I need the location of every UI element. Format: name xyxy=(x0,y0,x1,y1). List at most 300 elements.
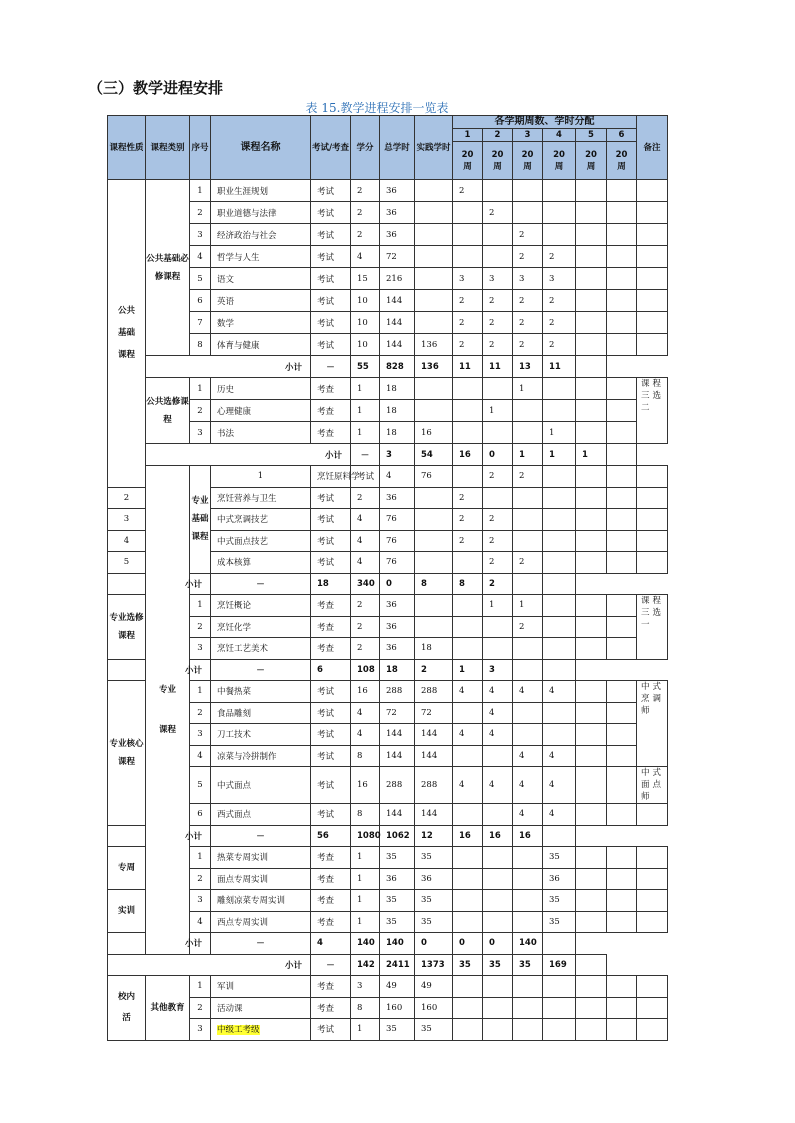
remark-chinese-pastry: 中式面点师 xyxy=(637,767,668,804)
row-value: 考试 xyxy=(311,180,351,202)
subtotal-label: 小计 xyxy=(108,954,311,976)
row-value: 考查 xyxy=(311,616,351,638)
row-value xyxy=(415,246,453,268)
row-value xyxy=(513,868,543,890)
row-value: 1 xyxy=(351,868,380,890)
row-value: 考试 xyxy=(311,767,351,804)
row-value xyxy=(513,180,543,202)
row-value xyxy=(607,911,637,933)
row-value: 考试 xyxy=(311,312,351,334)
row-value: 2 xyxy=(351,224,380,246)
table-row xyxy=(108,444,668,466)
row-value: 考试 xyxy=(311,246,351,268)
row-remark xyxy=(637,334,668,356)
table-row xyxy=(108,290,668,312)
row-value xyxy=(576,180,607,202)
row-value xyxy=(453,595,483,617)
row-remark xyxy=(637,1019,668,1041)
row-value xyxy=(576,552,607,574)
row-value: 3 xyxy=(351,976,380,998)
row-value xyxy=(453,890,483,912)
row-value: 考试 xyxy=(311,702,351,724)
row-value: 考查 xyxy=(311,997,351,1019)
row-value: 36 xyxy=(380,616,415,638)
row-value: 136 xyxy=(415,334,453,356)
row-value: 144 xyxy=(415,745,453,767)
row-value: 76 xyxy=(415,466,453,488)
subtotal-value: － xyxy=(211,659,311,681)
row-value xyxy=(513,724,543,746)
row-course-name: 体育与健康 xyxy=(211,334,311,356)
row-value: 36 xyxy=(380,595,415,617)
row-value xyxy=(576,804,607,826)
row-value: 18 xyxy=(380,400,415,422)
row-seq: 1 xyxy=(190,180,211,202)
row-value xyxy=(607,552,637,574)
row-value: 36 xyxy=(380,638,415,660)
row-value xyxy=(513,976,543,998)
row-course-name: 历史 xyxy=(211,378,311,400)
row-value: 144 xyxy=(380,290,415,312)
row-course-name: 哲学与人生 xyxy=(211,246,311,268)
row-value xyxy=(513,487,543,509)
row-value xyxy=(483,745,513,767)
row-value: 36 xyxy=(380,487,415,509)
row-value xyxy=(576,616,607,638)
row-course-name: 雕刻凉菜专周实训 xyxy=(211,890,311,912)
table-row xyxy=(108,573,668,595)
row-value xyxy=(483,911,513,933)
row-course-name: 活动课 xyxy=(211,997,311,1019)
row-value xyxy=(415,595,453,617)
row-value: 35 xyxy=(380,890,415,912)
row-value: 4 xyxy=(351,724,380,746)
row-value xyxy=(607,312,637,334)
subtotal-value: 1 xyxy=(576,444,607,466)
row-value xyxy=(513,509,543,531)
table-row xyxy=(108,997,668,1019)
row-value: 76 xyxy=(380,552,415,574)
row-value: 3 xyxy=(453,268,483,290)
row-value xyxy=(483,180,513,202)
subtotal-value: 108 xyxy=(351,659,380,681)
subtotal-value: 1 xyxy=(453,659,483,681)
row-value xyxy=(576,976,607,998)
row-value: 2 xyxy=(483,202,513,224)
subtotal-value xyxy=(513,659,543,681)
subtotal-value: 136 xyxy=(415,356,453,378)
row-value xyxy=(607,868,637,890)
row-seq: 4 xyxy=(108,530,146,552)
row-value xyxy=(483,847,513,869)
row-value: 4 xyxy=(351,702,380,724)
subtotal-label: 小计 xyxy=(146,444,351,466)
row-value xyxy=(576,422,607,444)
row-value xyxy=(543,976,576,998)
row-value: 36 xyxy=(380,224,415,246)
subtotal-value: 140 xyxy=(513,933,543,955)
row-course-name: 英语 xyxy=(211,290,311,312)
row-value: 144 xyxy=(380,334,415,356)
row-value: 8 xyxy=(351,997,380,1019)
row-value xyxy=(576,847,607,869)
header-semester-5: 5 xyxy=(576,129,607,142)
row-value xyxy=(576,509,607,531)
weeks-number: 20 xyxy=(553,149,565,160)
table-row xyxy=(108,595,668,617)
row-value: 3 xyxy=(483,268,513,290)
table-row xyxy=(108,847,668,869)
header-weeks xyxy=(483,142,513,180)
row-seq: 2 xyxy=(190,997,211,1019)
row-value xyxy=(453,552,483,574)
row-value: 160 xyxy=(380,997,415,1019)
header-semester-2: 2 xyxy=(483,129,513,142)
row-value xyxy=(576,745,607,767)
row-value: 4 xyxy=(513,681,543,703)
weeks-unit: 周 xyxy=(617,161,626,172)
row-value xyxy=(607,702,637,724)
row-value xyxy=(543,487,576,509)
row-value: 4 xyxy=(543,767,576,804)
subtotal-value: 2 xyxy=(415,659,453,681)
row-value: 2 xyxy=(351,638,380,660)
header-name: 课程名称 xyxy=(211,116,311,180)
table-row xyxy=(108,422,668,444)
row-value: 35 xyxy=(415,890,453,912)
header-semester-4: 4 xyxy=(543,129,576,142)
row-seq: 2 xyxy=(190,616,211,638)
row-value xyxy=(576,268,607,290)
row-value xyxy=(453,976,483,998)
row-value xyxy=(483,616,513,638)
row-value: 144 xyxy=(380,724,415,746)
row-seq: 1 xyxy=(190,847,211,869)
row-value xyxy=(607,595,637,617)
row-value: 2 xyxy=(351,202,380,224)
row-value: 144 xyxy=(380,745,415,767)
table-row xyxy=(108,745,668,767)
row-value xyxy=(453,638,483,660)
group-prof-basic: 专业基础课程 xyxy=(190,466,211,574)
remark-choose-one: 课程三选一 xyxy=(637,595,668,660)
row-value xyxy=(453,702,483,724)
row-remark xyxy=(637,509,668,531)
row-value xyxy=(637,466,668,488)
subtotal-value: 8 xyxy=(415,573,453,595)
subtotal-value: 4 xyxy=(311,933,351,955)
row-value: 72 xyxy=(380,246,415,268)
row-seq: 7 xyxy=(190,312,211,334)
row-value xyxy=(576,767,607,804)
header-category: 课程类别 xyxy=(146,116,190,180)
table-row xyxy=(108,638,668,660)
row-seq: 4 xyxy=(190,246,211,268)
row-value: 72 xyxy=(380,702,415,724)
row-value xyxy=(607,530,637,552)
row-value xyxy=(607,804,637,826)
row-value xyxy=(543,616,576,638)
table-row xyxy=(108,202,668,224)
table-row xyxy=(108,312,668,334)
row-value: 76 xyxy=(380,530,415,552)
table-row xyxy=(108,724,668,746)
row-value xyxy=(576,487,607,509)
row-remark xyxy=(637,976,668,998)
row-remark xyxy=(543,573,576,595)
row-value xyxy=(483,422,513,444)
row-value: 35 xyxy=(380,847,415,869)
row-value: 考试 xyxy=(311,681,351,703)
row-seq: 5 xyxy=(190,268,211,290)
row-value: 4 xyxy=(453,767,483,804)
row-value: 考试 xyxy=(311,724,351,746)
row-value: 144 xyxy=(380,312,415,334)
table-row xyxy=(108,180,668,202)
row-value xyxy=(576,1019,607,1041)
header-exam: 考试/考查 xyxy=(311,116,351,180)
row-seq: 3 xyxy=(190,890,211,912)
table-row xyxy=(108,804,668,826)
row-remark xyxy=(637,552,668,574)
row-value: 15 xyxy=(351,268,380,290)
row-seq: 3 xyxy=(108,509,146,531)
subtotal-value: 11 xyxy=(483,356,513,378)
subtotal-value: － xyxy=(311,356,351,378)
row-value xyxy=(543,202,576,224)
row-value: 考试 xyxy=(311,1019,351,1041)
subtotal-value: 3 xyxy=(483,659,513,681)
weeks-number: 20 xyxy=(461,149,474,160)
row-value: 4 xyxy=(483,767,513,804)
row-value: 36 xyxy=(380,868,415,890)
subtotal-label: 小计 xyxy=(108,659,211,681)
subtotal-value: 0 xyxy=(415,933,453,955)
row-seq: 4 xyxy=(190,745,211,767)
row-value xyxy=(543,997,576,1019)
table-row xyxy=(108,616,668,638)
row-value: 2 xyxy=(483,312,513,334)
row-value xyxy=(607,180,637,202)
group-campus: 校内活 xyxy=(108,976,146,1041)
subtotal-value: 340 xyxy=(351,573,380,595)
row-value: 160 xyxy=(415,997,453,1019)
row-value: 1 xyxy=(351,422,380,444)
subtotal-value: 1 xyxy=(543,444,576,466)
row-value xyxy=(483,638,513,660)
row-value: 考试 xyxy=(311,530,351,552)
row-remark xyxy=(607,444,637,466)
table-row xyxy=(108,356,668,378)
row-value xyxy=(415,378,453,400)
row-value: 1 xyxy=(543,422,576,444)
row-value: 8 xyxy=(351,745,380,767)
row-value xyxy=(415,552,453,574)
row-value xyxy=(576,911,607,933)
row-value: 考查 xyxy=(311,847,351,869)
row-value: 1 xyxy=(513,595,543,617)
row-value xyxy=(543,595,576,617)
row-value: 2 xyxy=(513,616,543,638)
row-value xyxy=(513,530,543,552)
row-value: 考查 xyxy=(311,868,351,890)
row-value: 2 xyxy=(351,487,380,509)
row-seq: 1 xyxy=(190,681,211,703)
row-value: 1 xyxy=(351,890,380,912)
row-course-name: 中式烹调技艺 xyxy=(211,509,311,531)
group-other-education: 其他教育 xyxy=(146,976,190,1041)
header-weeks xyxy=(607,142,637,180)
row-seq: 3 xyxy=(190,224,211,246)
subtotal-label: 小计 xyxy=(108,825,211,847)
row-value: 2 xyxy=(513,466,543,488)
row-value: 16 xyxy=(351,681,380,703)
row-value xyxy=(607,724,637,746)
row-value: 144 xyxy=(380,804,415,826)
row-value: 考试 xyxy=(311,334,351,356)
row-value: 考试 xyxy=(311,202,351,224)
row-seq: 2 xyxy=(190,868,211,890)
row-value: 2 xyxy=(453,334,483,356)
table-row xyxy=(108,378,668,400)
row-value xyxy=(607,509,637,531)
row-value xyxy=(543,180,576,202)
row-value xyxy=(453,804,483,826)
row-value xyxy=(576,997,607,1019)
subtotal-value: 18 xyxy=(311,573,351,595)
row-value xyxy=(607,224,637,246)
row-value: 10 xyxy=(351,312,380,334)
row-value xyxy=(415,268,453,290)
subtotal-value: 0 xyxy=(453,933,483,955)
table-row xyxy=(108,825,668,847)
header-weeks xyxy=(453,142,483,180)
subtotal-value: 140 xyxy=(351,933,380,955)
row-remark xyxy=(637,911,668,933)
subtotal-value: 1080 xyxy=(351,825,380,847)
row-value xyxy=(513,638,543,660)
subtotal-value: 56 xyxy=(311,825,351,847)
row-value: 36 xyxy=(380,202,415,224)
row-course-name: 书法 xyxy=(211,422,311,444)
row-value: 1 xyxy=(351,400,380,422)
row-seq: 5 xyxy=(108,552,146,574)
subtotal-value: 35 xyxy=(483,954,513,976)
row-course-name: 职业生涯规划 xyxy=(211,180,311,202)
row-value: 2 xyxy=(453,312,483,334)
subtotal-value: 1 xyxy=(513,444,543,466)
row-course-name: 军训 xyxy=(211,976,311,998)
row-value xyxy=(576,224,607,246)
row-course-name: 烹饪原料学 xyxy=(311,466,351,488)
row-value xyxy=(543,552,576,574)
row-value xyxy=(543,400,576,422)
row-value xyxy=(513,422,543,444)
row-value: 35 xyxy=(543,890,576,912)
row-value: 2 xyxy=(453,487,483,509)
row-value xyxy=(453,911,483,933)
header-seq: 序号 xyxy=(190,116,211,180)
subtotal-value: 0 xyxy=(380,573,415,595)
row-value xyxy=(607,638,637,660)
weeks-number: 20 xyxy=(585,149,597,160)
row-course-name: 西式面点 xyxy=(211,804,311,826)
row-value: 考查 xyxy=(311,890,351,912)
row-value xyxy=(543,724,576,746)
row-remark xyxy=(637,202,668,224)
section-heading: （三）教学进程安排 xyxy=(88,79,224,97)
subtotal-value: 13 xyxy=(513,356,543,378)
row-course-name: 热菜专周实训 xyxy=(211,847,311,869)
row-seq: 4 xyxy=(190,911,211,933)
row-value: 4 xyxy=(483,681,513,703)
row-remark xyxy=(637,868,668,890)
row-remark xyxy=(637,312,668,334)
row-value xyxy=(607,997,637,1019)
row-remark xyxy=(543,933,576,955)
row-value: 2 xyxy=(513,246,543,268)
subtotal-value: 1062 xyxy=(380,825,415,847)
row-value xyxy=(607,681,637,703)
subtotal-value: 55 xyxy=(351,356,380,378)
row-value: 288 xyxy=(415,681,453,703)
row-course-name: 中式面点 xyxy=(211,767,311,804)
row-value: 4 xyxy=(453,724,483,746)
row-value xyxy=(453,466,483,488)
table-row xyxy=(108,224,668,246)
row-value xyxy=(576,312,607,334)
subtotal-value: 11 xyxy=(453,356,483,378)
row-course-name: 烹饪化学 xyxy=(211,616,311,638)
group-public-elective: 公共选修课程 xyxy=(146,378,190,444)
row-value xyxy=(513,847,543,869)
row-value: 1 xyxy=(351,911,380,933)
subtotal-value: － xyxy=(311,954,351,976)
row-course-name: 成本核算 xyxy=(211,552,311,574)
header-semester-6: 6 xyxy=(607,129,637,142)
row-value: 考查 xyxy=(311,911,351,933)
row-value: 144 xyxy=(415,724,453,746)
row-value: 考试 xyxy=(351,466,380,488)
header-hours: 总学时 xyxy=(380,116,415,180)
row-value: 2 xyxy=(453,290,483,312)
row-value: 2 xyxy=(351,616,380,638)
subtotal-value: 828 xyxy=(380,356,415,378)
weeks-number: 20 xyxy=(521,149,534,160)
row-value xyxy=(453,868,483,890)
weeks-unit: 周 xyxy=(523,161,532,172)
subtotal-value: － xyxy=(211,825,311,847)
row-remark xyxy=(576,954,607,976)
row-value: 4 xyxy=(483,702,513,724)
row-seq: 2 xyxy=(108,487,146,509)
group-public-basic: 公共基础课程 xyxy=(108,180,146,488)
subtotal-value: 142 xyxy=(351,954,380,976)
row-value xyxy=(607,334,637,356)
row-value: 18 xyxy=(415,638,453,660)
row-remark xyxy=(637,246,668,268)
row-value xyxy=(513,702,543,724)
row-remark xyxy=(637,997,668,1019)
row-value xyxy=(576,246,607,268)
row-seq: 5 xyxy=(190,767,211,804)
row-value xyxy=(453,745,483,767)
group-practice-week: 专周 xyxy=(108,847,146,890)
row-value: 4 xyxy=(513,767,543,804)
row-value: 35 xyxy=(543,847,576,869)
row-value: 49 xyxy=(415,976,453,998)
row-seq: 2 xyxy=(190,202,211,224)
